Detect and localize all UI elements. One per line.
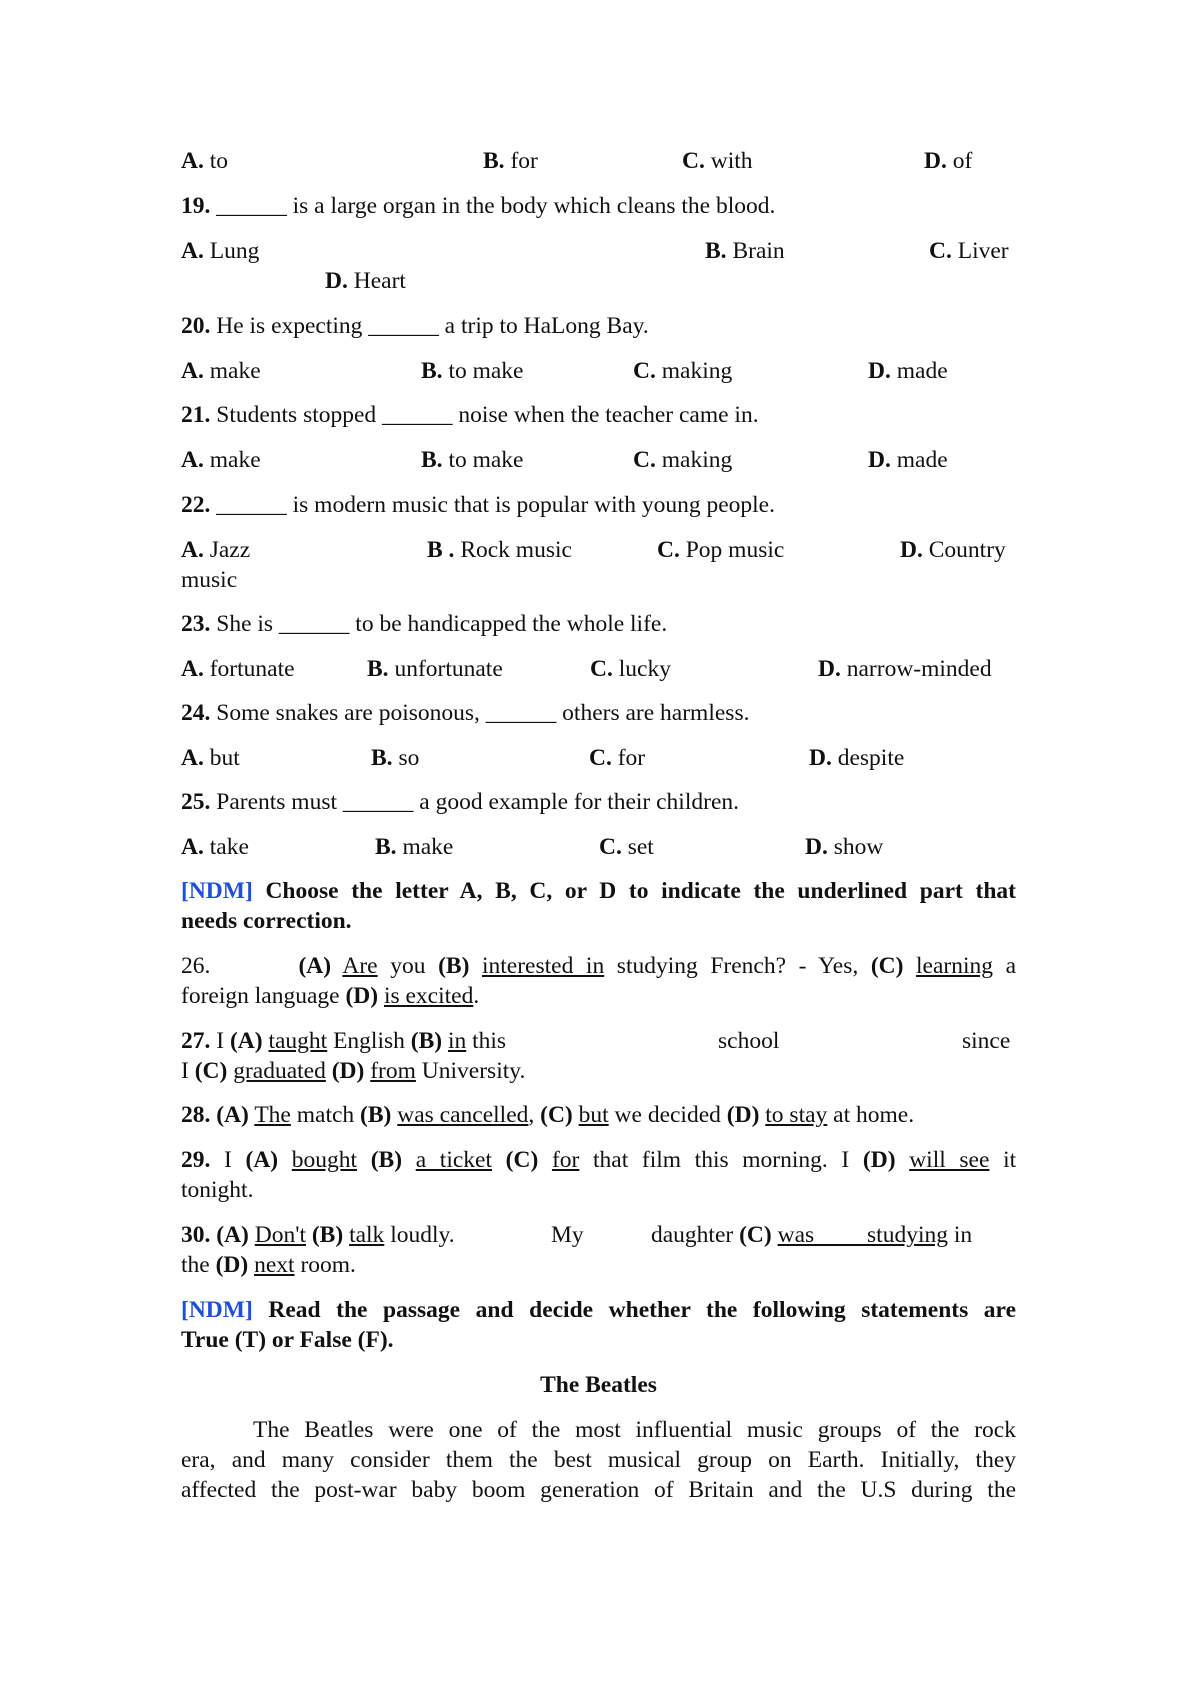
q27-word-school: school [718, 1028, 780, 1054]
q22-option-b: B . Rock music [427, 537, 572, 563]
section-correction-heading: [NDM] Choose the letter A, B, C, or D to indicate the underlined part that [181, 878, 1016, 904]
q21-option-c: C. making [633, 447, 733, 473]
q29-sentence: 29. I (A) bought (B) a ticket (C) for that film this morning. I (D) will see it [181, 1147, 1017, 1173]
q27-sentence-cont: I (C) graduated (D) from University. [181, 1058, 526, 1084]
section-tf-heading-cont: True (T) or False (F). [181, 1327, 394, 1353]
q18-option-a: A. to [181, 148, 229, 174]
q21-option-b: B. to make [421, 447, 524, 473]
q22-option-d: D. Country [900, 537, 1006, 563]
q29-sentence-cont: tonight. [181, 1177, 254, 1203]
q19-question: 19. ______ is a large organ in the body which cleans the blood. [181, 193, 776, 219]
q30-sentence-cont: the (D) next room. [181, 1252, 356, 1278]
q28-sentence: 28. (A) The match (B) was cancelled, (C) but we decided (D) to stay at home. [181, 1102, 915, 1128]
q30-sentence-part2: daughter (C) was studying in [651, 1222, 973, 1248]
q24-option-b: B. so [371, 745, 420, 771]
q26-sentence: 26. (A) Are you (B) interested in studying French? - Yes, (C) learning a [181, 953, 1017, 979]
q23-option-d: D. narrow-minded [818, 656, 992, 682]
passage-line-2: era, and many consider them the best musical group on Earth. Initially, they [181, 1447, 1016, 1473]
q23-option-c: C. lucky [590, 656, 671, 682]
q18-option-b: B. for [483, 148, 538, 174]
q19-option-b: B. Brain [705, 238, 785, 264]
q18-option-d: D. of [924, 148, 973, 174]
q25-option-a: A. take [181, 834, 249, 860]
q25-option-d: D. show [805, 834, 884, 860]
q21-question: 21. Students stopped ______ noise when the teacher came in. [181, 402, 759, 428]
q25-question: 25. Parents must ______ a good example for their children. [181, 789, 739, 815]
q24-option-c: C. for [589, 745, 646, 771]
q26-sentence-cont: foreign language (D) is excited. [181, 983, 480, 1009]
q22-option-a: A. Jazz [181, 537, 251, 563]
section-tf-heading: [NDM] Read the passage and decide whether the following statements are [181, 1297, 1016, 1323]
q24-option-d: D. despite [809, 745, 905, 771]
passage-title: The Beatles [540, 1372, 657, 1398]
q25-option-b: B. make [375, 834, 454, 860]
q20-question: 20. He is expecting ______ a trip to HaLong Bay. [181, 313, 649, 339]
q22-option-d-wrap: music [181, 567, 238, 593]
q30-word-my: My [551, 1222, 584, 1248]
q23-option-a: A. fortunate [181, 656, 295, 682]
q19-option-d: D. Heart [325, 268, 406, 294]
q20-option-d: D. made [868, 358, 948, 384]
q19-option-c: C. Liver [929, 238, 1009, 264]
q20-option-c: C. making [633, 358, 733, 384]
q23-question: 23. She is ______ to be handicapped the whole life. [181, 611, 668, 637]
passage-line-3: affected the post-war baby boom generation of Britain and the U.S during the [181, 1477, 1016, 1503]
q22-question: 22. ______ is modern music that is popular with young people. [181, 492, 775, 518]
section-correction-heading-cont: needs correction. [181, 908, 352, 934]
q25-option-c: C. set [599, 834, 654, 860]
passage-line-1: The Beatles were one of the most influential music groups of the rock [253, 1417, 1016, 1443]
q20-option-b: B. to make [421, 358, 524, 384]
q27-word-since: since [962, 1028, 1011, 1054]
q19-option-a: A. Lung [181, 238, 260, 264]
q20-option-a: A. make [181, 358, 261, 384]
q24-option-a: A. but [181, 745, 240, 771]
q21-option-d: D. made [868, 447, 948, 473]
q18-option-c: C. with [682, 148, 753, 174]
q21-option-a: A. make [181, 447, 261, 473]
q24-question: 24. Some snakes are poisonous, ______ others are harmless. [181, 700, 750, 726]
q27-sentence: 27. I (A) taught English (B) in this [181, 1028, 507, 1054]
q22-option-c: C. Pop music [657, 537, 785, 563]
q30-sentence: 30. (A) Don't (B) talk loudly. [181, 1222, 455, 1248]
q23-option-b: B. unfortunate [367, 656, 503, 682]
